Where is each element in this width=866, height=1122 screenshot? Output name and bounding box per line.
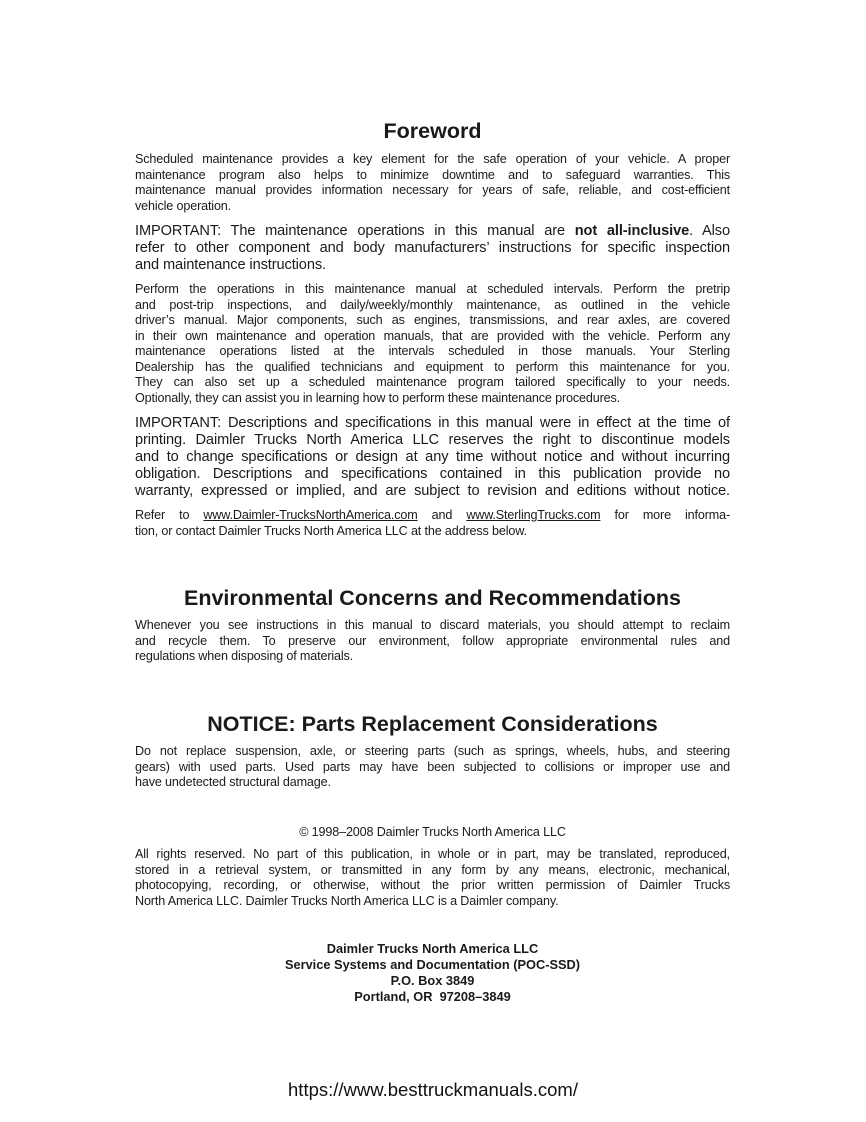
text-line: maintenance manual provides information necessary for years of safe, reliable, and cost-efficient — [135, 183, 730, 197]
text-line: have undetected structural damage. — [135, 775, 331, 789]
foreword-intro-paragraph — [135, 152, 730, 214]
text-line: IMPORTANT: Descriptions and specifications in this manual were in effect at the time of — [135, 415, 730, 431]
environmental-paragraph — [135, 618, 730, 665]
text-line: maintenance operations listed at the intervals scheduled in those manuals. Your Sterling — [135, 344, 730, 358]
important-notice-specifications — [135, 415, 730, 500]
refer-more-text: for more informa- — [600, 508, 730, 522]
address-company: Daimler Trucks North America LLC — [326, 941, 539, 956]
text-line: Optionally, they can assist you in learning how to perform these maintenance procedures. — [135, 390, 620, 405]
text-line: gears) with used parts. Used parts may have been subjected to collisions or improper use and — [135, 759, 730, 774]
important-text: IMPORTANT: The maintenance operations in this manual are — [135, 223, 575, 239]
environmental-heading: Environmental Concerns and Recommendations — [184, 586, 681, 610]
text-line: in their own maintenance and operation manuals, that are provided with the vehicle. Perform any — [135, 328, 730, 343]
text-line: Whenever you see instructions in this manual to discard materials, you should attempt to reclaim — [135, 618, 730, 632]
text-line: driver’s manual. Major components, such as engines, transmissions, and rear axles, are covered — [135, 313, 730, 327]
text-line: tion, or contact Daimler Trucks North America LLC at the address below. — [135, 523, 527, 538]
address-department: Service Systems and Documentation (POC-SSD) — [284, 957, 581, 972]
text-line: vehicle operation. — [135, 198, 232, 213]
text-line: Dealership has the qualified technicians and equipment to perform this maintenance for you. — [135, 359, 730, 374]
foreword-heading: Foreword — [383, 119, 482, 143]
text-line: and post-trip inspections, and daily/weekly/monthly maintenance, as outlined in the vehicle — [135, 297, 730, 312]
text-line: regulations when disposing of materials. — [135, 649, 354, 663]
rights-paragraph — [135, 847, 730, 909]
mailing-address — [135, 941, 730, 1005]
text-line: photocopying, recording, or otherwise, without the prior written permission of Daimler Trucks — [135, 878, 730, 892]
text-line: refer to other component and body manufacturers’ instructions for specific inspection — [135, 240, 730, 256]
address-po-box: P.O. Box 3849 — [390, 973, 475, 988]
text-line: and maintenance instructions. — [135, 257, 326, 273]
text-line: maintenance program also helps to minimize downtime and to safeguard warranties. This — [135, 167, 730, 182]
sterling-trucks-link[interactable]: www.SterlingTrucks.com — [466, 508, 601, 522]
text-line — [135, 508, 730, 524]
text-line: printing. Daimler Trucks North America LLC reserves the right to discontinue models — [135, 432, 730, 448]
text-line: and recycle them. To preserve our environment, follow appropriate environmental rules and — [135, 633, 730, 648]
address-city: Portland, OR 97208–3849 — [354, 989, 511, 1004]
daimler-trucks-link[interactable]: www.Daimler-TrucksNorthAmerica.com — [203, 508, 418, 522]
important-notice-inclusive — [135, 223, 730, 274]
text-line: and to change specifications or design at any time without notice and without incurring — [135, 449, 730, 465]
refer-text: Refer to — [135, 508, 204, 522]
not-all-inclusive-emphasis: not all-inclusive — [574, 223, 690, 239]
text-line — [135, 223, 730, 240]
refer-to-paragraph — [135, 508, 730, 539]
perform-operations-paragraph — [135, 282, 730, 406]
text-line: Scheduled maintenance provides a key element for the safe operation of your vehicle. A proper — [135, 152, 730, 166]
notice-heading: NOTICE: Parts Replacement Considerations — [207, 712, 658, 736]
text-line: Do not replace suspension, axle, or steering parts (such as springs, wheels, hubs, and steering — [135, 744, 730, 758]
footer-url[interactable]: https://www.besttruckmanuals.com/ — [288, 1079, 578, 1100]
text-line: They can also set up a scheduled maintenance program tailored specifically to your needs. — [135, 375, 730, 389]
refer-and-text: and — [417, 508, 467, 522]
text-line: Perform the operations in this maintenance manual at scheduled intervals. Perform the pretrip — [135, 282, 730, 296]
text-line: stored in a retrieval system, or transmitted in any form by any means, electronic, mechanical, — [135, 862, 730, 877]
text-line: All rights reserved. No part of this publication, in whole or in part, may be translated, reproduced, — [135, 847, 730, 861]
notice-paragraph — [135, 744, 730, 791]
copyright-line: © 1998–2008 Daimler Trucks North America LLC — [299, 825, 566, 839]
important-text-end: . Also — [689, 223, 731, 239]
text-line: warranty, expressed or implied, and are subject to revision and editions without notice. — [135, 483, 730, 499]
text-line: North America LLC. Daimler Trucks North America LLC is a Daimler company. — [135, 893, 559, 908]
text-line: obligation. Descriptions and specifications contained in this publication provide no — [135, 466, 730, 482]
